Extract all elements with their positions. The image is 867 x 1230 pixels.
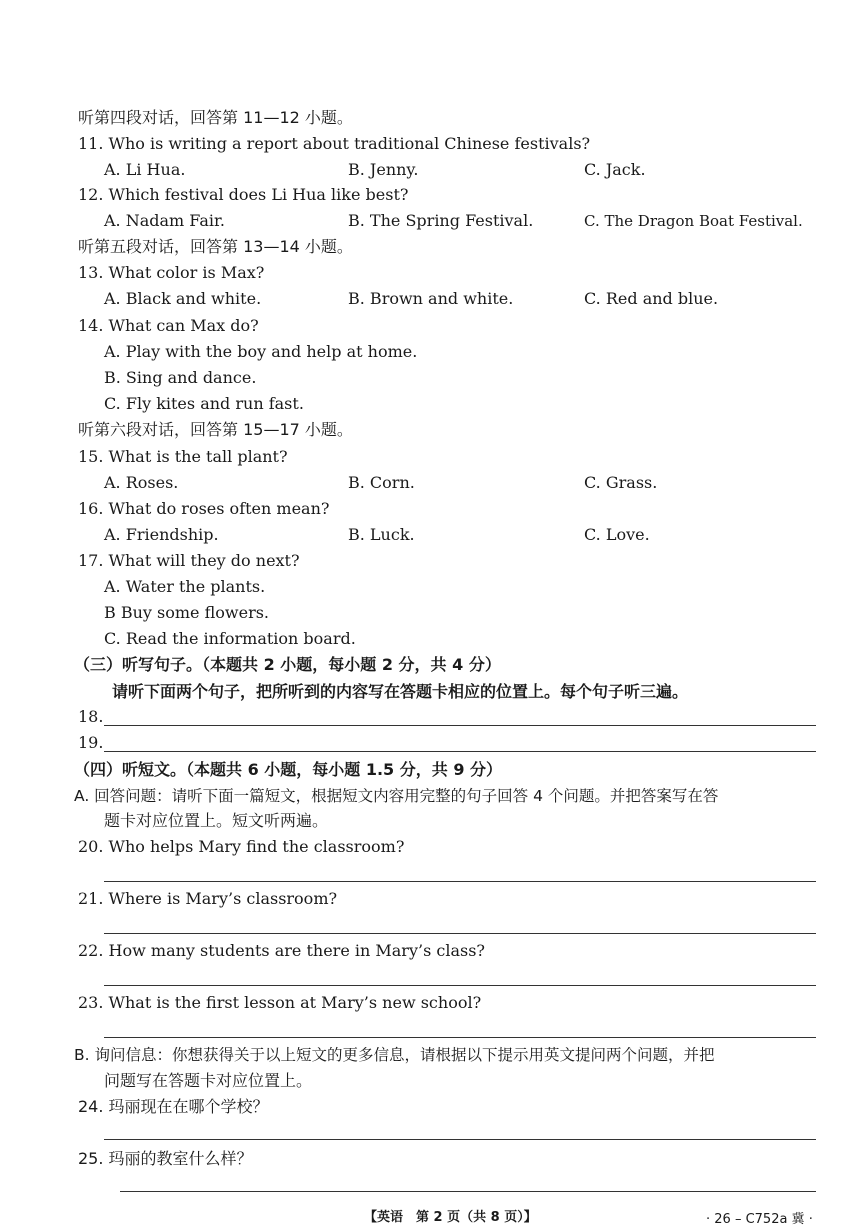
question-12-stem: 12. Which festival does Li Hua like best? (78, 185, 409, 204)
question-11-stem: 11. Who is writing a report about traditional Chinese festivals? (78, 134, 591, 153)
question-25-stem: 25. 玛丽的教室什么样？ (78, 1149, 253, 1168)
question-20-stem: 20. Who helps Mary find the classroom? (78, 837, 405, 856)
question-11-option-a: A. Li Hua. (104, 160, 186, 179)
question-15-stem: 15. What is the tall plant? (78, 447, 288, 466)
question-12-option-b: B. The Spring Festival. (348, 211, 534, 230)
part-4-title: （四）听短文。（本题共 6 小题，每小题 1.5 分，共 9 分） (74, 760, 503, 779)
question-20-answer-line[interactable] (104, 881, 816, 882)
question-13-option-b: B. Brown and white. (348, 289, 514, 308)
question-21-stem: 21. Where is Mary’s classroom? (78, 889, 338, 908)
part-4-b-instructions-line-1: B. 询问信息：你想获得关于以上短文的更多信息，请根据以下提示用英文提问两个问题，并把 (74, 1046, 715, 1064)
question-19-answer-line[interactable] (104, 751, 816, 752)
question-12-option-a: A. Nadam Fair. (104, 211, 225, 230)
question-16-option-c: C. Love. (584, 525, 650, 544)
question-18-answer-line[interactable] (104, 725, 816, 726)
footer-page-number: 【英语 第 2 页（共 8 页）】 (364, 1210, 537, 1225)
question-15-option-c: C. Grass. (584, 473, 658, 492)
question-22-answer-line[interactable] (104, 985, 816, 986)
question-16-option-a: A. Friendship. (104, 525, 219, 544)
question-12-option-c: C. The Dragon Boat Festival. (584, 212, 803, 230)
part-4-a-instructions-line-2: 题卡对应位置上。短文听两遍。 (104, 811, 329, 830)
footer-exam-code: · 26 – C752a 冀 · (706, 1212, 813, 1227)
question-17-option-a: A. Water the plants. (104, 577, 266, 596)
question-13-option-c: C. Red and blue. (584, 289, 719, 308)
question-21-answer-line[interactable] (104, 933, 816, 934)
question-13-stem: 13. What color is Max? (78, 263, 265, 282)
section-dialogue-4: 听第四段对话，回答第 11—12 小题。 (78, 108, 353, 127)
part-3-instructions: 请听下面两个句子，把所听到的内容写在答题卡相应的位置上。每个句子听三遍。 (112, 682, 689, 701)
part-4-a-instructions-line-1: A. 回答问题：请听下面一篇短文，根据短文内容用完整的句子回答 4 个问题。并把答案写在答 (74, 787, 719, 805)
question-15-option-a: A. Roses. (104, 473, 179, 492)
question-17-option-b: B Buy some flowers. (104, 603, 270, 622)
part-4-b-instructions-line-2: 问题写在答题卡对应位置上。 (104, 1071, 313, 1090)
question-16-option-b: B. Luck. (348, 525, 415, 544)
question-15-option-b: B. Corn. (348, 473, 415, 492)
question-14-option-b: B. Sing and dance. (104, 368, 257, 387)
question-14-option-a: A. Play with the boy and help at home. (104, 342, 418, 361)
question-23-stem: 23. What is the first lesson at Mary’s new school? (78, 993, 482, 1012)
question-19-number: 19. (78, 733, 104, 752)
section-dialogue-5: 听第五段对话，回答第 13—14 小题。 (78, 237, 353, 256)
question-11-option-c: C. Jack. (584, 160, 646, 179)
part-3-title: （三）听写句子。（本题共 2 小题，每小题 2 分，共 4 分） (74, 655, 501, 674)
question-22-stem: 22. How many students are there in Mary’s class? (78, 941, 485, 960)
question-14-stem: 14. What can Max do? (78, 316, 259, 335)
section-dialogue-6: 听第六段对话，回答第 15—17 小题。 (78, 420, 353, 439)
question-24-stem: 24. 玛丽现在在哪个学校？ (78, 1097, 269, 1116)
question-23-answer-line[interactable] (104, 1037, 816, 1038)
question-17-stem: 17. What will they do next? (78, 551, 300, 570)
question-25-answer-line[interactable] (120, 1191, 816, 1192)
question-14-option-c: C. Fly kites and run fast. (104, 394, 304, 413)
question-13-option-a: A. Black and white. (104, 289, 262, 308)
question-16-stem: 16. What do roses often mean? (78, 499, 330, 518)
question-11-option-b: B. Jenny. (348, 160, 419, 179)
question-24-answer-line[interactable] (104, 1139, 816, 1140)
question-18-number: 18. (78, 707, 104, 726)
question-17-option-c: C. Read the information board. (104, 629, 356, 648)
